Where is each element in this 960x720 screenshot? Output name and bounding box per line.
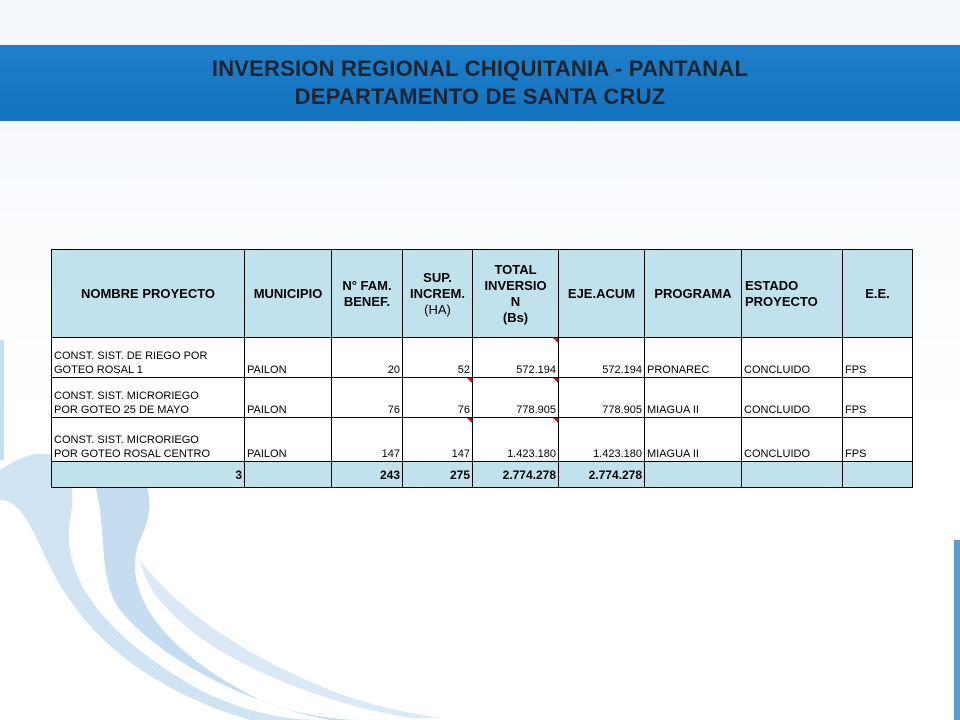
title-bar <box>0 45 960 121</box>
header-total-line-2: INVERSIO <box>484 277 547 293</box>
header-total-line-1: TOTAL <box>494 261 537 277</box>
header-sup-increm <box>403 250 473 338</box>
header-total-inversion <box>473 250 559 338</box>
cell-total: 572.194 <box>473 338 559 378</box>
header-total-line-4: (Bs) <box>502 309 529 325</box>
header-eje-acum: EJE.ACUM <box>559 250 645 338</box>
cell-ee: FPS <box>843 378 913 418</box>
total-inversion: 2.774.278 <box>473 462 559 488</box>
cell-nombre-line-2: GOTEO ROSAL 1 <box>54 364 143 376</box>
header-estado-proyecto <box>742 250 843 338</box>
header-ee: E.E. <box>843 250 913 338</box>
cell-municipio: PAILON <box>245 378 332 418</box>
total-sup: 275 <box>403 462 473 488</box>
right-edge-accent <box>954 540 960 720</box>
cell-nombre-line-1: CONST. SIST. MICRORIEGO <box>54 390 199 402</box>
cell-nombre-line-2: POR GOTEO 25 DE MAYO <box>54 404 189 416</box>
header-programa: PROGRAMA <box>645 250 742 338</box>
cell-fam: 20 <box>332 338 403 378</box>
header-total-line-3: N <box>510 293 521 309</box>
cell-sup: 52 <box>403 338 473 378</box>
cell-nombre-line-2: POR GOTEO ROSAL CENTRO <box>54 448 211 460</box>
total-fam: 243 <box>332 462 403 488</box>
cell-fam: 76 <box>332 378 403 418</box>
header-estado-line-2: PROYECTO <box>745 293 818 309</box>
cell-estado: CONCLUIDO <box>742 338 843 378</box>
cell-programa: PRONAREC <box>645 338 742 378</box>
total-municipio-empty <box>245 462 332 488</box>
title-line-2: DEPARTAMENTO DE SANTA CRUZ <box>294 84 666 109</box>
header-nombre-proyecto: NOMBRE PROYECTO <box>52 250 245 338</box>
header-municipio: MUNICIPIO <box>245 250 332 338</box>
table-row <box>52 338 913 378</box>
investment-table-container <box>51 249 913 488</box>
table-total-row <box>52 462 913 488</box>
cell-eje: 778.905 <box>559 378 645 418</box>
header-estado-line-1: ESTADO <box>745 277 799 293</box>
left-edge-accent <box>0 340 4 460</box>
cell-programa: MIAGUA II <box>645 418 742 462</box>
total-count: 3 <box>52 462 245 488</box>
cell-nombre <box>52 378 245 418</box>
cell-ee: FPS <box>843 338 913 378</box>
cell-nombre <box>52 418 245 462</box>
table-row <box>52 418 913 462</box>
cell-sup: 147 <box>403 418 473 462</box>
cell-nombre-line-1: CONST. SIST. DE RIEGO POR <box>54 350 208 362</box>
header-sup-line-2: INCREM. <box>410 285 465 301</box>
header-sup-line-3: (HA) <box>424 301 451 317</box>
cell-eje: 1.423.180 <box>559 418 645 462</box>
table-header-row <box>52 250 913 338</box>
header-fam-line-2: BENEF. <box>343 293 391 309</box>
total-eje: 2.774.278 <box>559 462 645 488</box>
cell-fam: 147 <box>332 418 403 462</box>
wave-stripe-2 <box>90 465 360 720</box>
cell-total: 1.423.180 <box>473 418 559 462</box>
cell-eje: 572.194 <box>559 338 645 378</box>
cell-total: 778.905 <box>473 378 559 418</box>
cell-municipio: PAILON <box>245 338 332 378</box>
cell-nombre-line-1: CONST. SIST. MICRORIEGO <box>54 434 199 446</box>
cell-estado: CONCLUIDO <box>742 418 843 462</box>
total-ee-empty <box>843 462 913 488</box>
investment-table <box>51 249 913 488</box>
total-estado-empty <box>742 462 843 488</box>
slide-title <box>0 45 960 121</box>
header-fam-benef <box>332 250 403 338</box>
cell-municipio: PAILON <box>245 418 332 462</box>
cell-estado: CONCLUIDO <box>742 378 843 418</box>
header-sup-line-1: SUP. <box>423 269 452 285</box>
table-row <box>52 378 913 418</box>
header-fam-line-1: N° FAM. <box>342 277 392 293</box>
title-line-1: INVERSION REGIONAL CHIQUITANIA - PANTANAL <box>211 56 749 81</box>
cell-ee: FPS <box>843 418 913 462</box>
cell-programa: MIAGUA II <box>645 378 742 418</box>
cell-nombre <box>52 338 245 378</box>
total-programa-empty <box>645 462 742 488</box>
cell-sup: 76 <box>403 378 473 418</box>
